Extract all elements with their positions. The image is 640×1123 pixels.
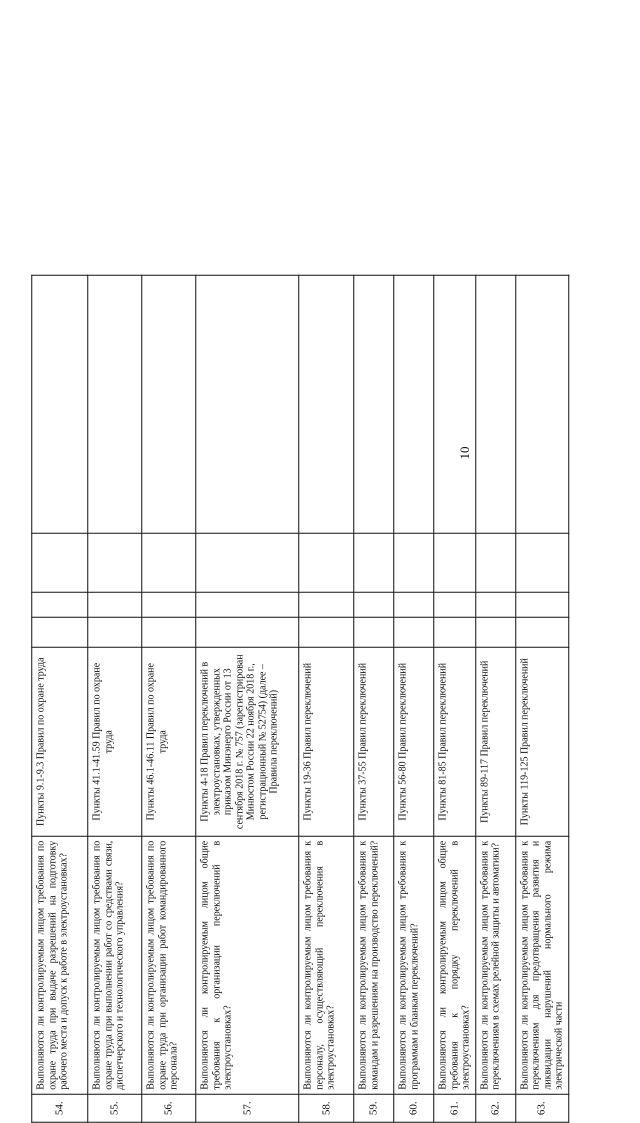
answer-cell-yes (475, 617, 515, 647)
answer-cell-no (142, 592, 196, 617)
answer-cell-yes (32, 617, 88, 647)
reference-cell: Пункты 9.1-9.3 Правил по охране труда (32, 647, 88, 836)
answer-cell-no (196, 592, 299, 617)
answer-cell-yes (299, 617, 354, 647)
page-number: 10 (457, 446, 472, 460)
answer-cell-no (32, 592, 88, 617)
note-cell (515, 275, 568, 533)
question-cell: Выполняются ли контролируемым лицом требования к переключениям в схемах релейной защиты и автоматики? (475, 836, 515, 1094)
answer-cell-na (475, 533, 515, 592)
reference-cell: Пункты 19-36 Правил переключений (299, 647, 354, 836)
table-row (394, 275, 434, 1122)
row-number: 56. (142, 1094, 196, 1122)
table-row (299, 275, 354, 1122)
question-cell: Выполняются ли контролируемым лицом требования к командам и разрешениям на производство переключений? (354, 836, 394, 1094)
row-number: 58. (299, 1094, 354, 1122)
table-row (515, 275, 568, 1122)
answer-cell-yes (196, 617, 299, 647)
table-row (32, 275, 88, 1122)
answer-cell-no (394, 592, 434, 617)
question-cell: Выполняются ли контролируемым лицом общие требования к организации переключений в электроустановках? (196, 836, 299, 1094)
note-cell (196, 275, 299, 533)
note-cell (88, 275, 142, 533)
question-cell: Выполняются ли контролируемым лицом требования по охране труда при выдаче разрешений на подготовку рабочего места и допуск к работе в электроустановках? (32, 836, 88, 1094)
answer-cell-na (434, 533, 476, 592)
answer-cell-na (88, 533, 142, 592)
answer-cell-na (142, 533, 196, 592)
answer-cell-no (434, 592, 476, 617)
table-row (475, 275, 515, 1122)
reference-cell: Пункты 56-80 Правил переключений (394, 647, 434, 836)
checklist-table (31, 275, 569, 1123)
table-row (354, 275, 394, 1122)
row-number: 55. (88, 1094, 142, 1122)
answer-cell-no (88, 592, 142, 617)
row-number: 63. (515, 1094, 568, 1122)
note-cell (142, 275, 196, 533)
answer-cell-na (354, 533, 394, 592)
note-cell (299, 275, 354, 533)
reference-cell: Пункты 81-85 Правил переключений (434, 647, 476, 836)
answer-cell-yes (354, 617, 394, 647)
answer-cell-na (515, 533, 568, 592)
note-cell (32, 275, 88, 533)
reference-cell: Пункты 46.1-46.11 Правил по охране труда (142, 647, 196, 836)
note-cell (394, 275, 434, 533)
answer-cell-yes (434, 617, 476, 647)
row-number: 61. (434, 1094, 476, 1122)
note-cell (434, 275, 476, 533)
note-cell (354, 275, 394, 533)
reference-cell: Пункты 37-55 Правил переключений (354, 647, 394, 836)
answer-cell-no (299, 592, 354, 617)
answer-cell-na (394, 533, 434, 592)
table-row (196, 275, 299, 1122)
question-cell: Выполняются ли контролируемым лицом требования к программам и бланкам переключений? (394, 836, 434, 1094)
reference-cell: Пункты 41.1-41.59 Правил по охране труда (88, 647, 142, 836)
answer-cell-no (515, 592, 568, 617)
answer-cell-yes (394, 617, 434, 647)
table-row (88, 275, 142, 1122)
answer-cell-na (196, 533, 299, 592)
question-cell: Выполняются ли контролируемым лицом требования по охране труда при организации работ командированного персонала? (142, 836, 196, 1094)
reference-cell: Пункты 119-125 Правил переключений (515, 647, 568, 836)
row-number: 59. (354, 1094, 394, 1122)
table-row (434, 275, 476, 1122)
question-cell: Выполняются ли контролируемым лицом требования к персоналу, осуществляющий переключения в электроустановках? (299, 836, 354, 1094)
answer-cell-yes (88, 617, 142, 647)
answer-cell-na (32, 533, 88, 592)
question-cell: Выполняются ли контролируемым лицом требования к переключениям для предотвращения развития и ликвидации нарушений нормального режима электрической части (515, 836, 568, 1094)
table-row (142, 275, 196, 1122)
question-cell: Выполняются ли контролируемым лицом общие требования к порядку переключений в электроустановках? (434, 836, 476, 1094)
reference-cell: Пункты 89-117 Правил переключений (475, 647, 515, 836)
note-cell (475, 275, 515, 533)
answer-cell-yes (515, 617, 568, 647)
answer-cell-na (299, 533, 354, 592)
reference-cell: Пункты 4-18 Правил переключений в электроустановках, утвержденных приказом Минэнерго России от 13 сентября 2018 г. № 757 (зарегистрирован Минюстом России 22 ноября 2018 г., регистрационный № 52754) (далее – Правила переключений) (196, 647, 299, 836)
answer-cell-no (475, 592, 515, 617)
answer-cell-no (354, 592, 394, 617)
question-cell: Выполняются ли контролируемым лицом требования по охране труда при выполнении работ со средствами связи, диспетчерского и технологического управления? (88, 836, 142, 1094)
row-number: 57. (196, 1094, 299, 1122)
answer-cell-yes (142, 617, 196, 647)
row-number: 62. (475, 1094, 515, 1122)
row-number: 54. (32, 1094, 88, 1122)
row-number: 60. (394, 1094, 434, 1122)
